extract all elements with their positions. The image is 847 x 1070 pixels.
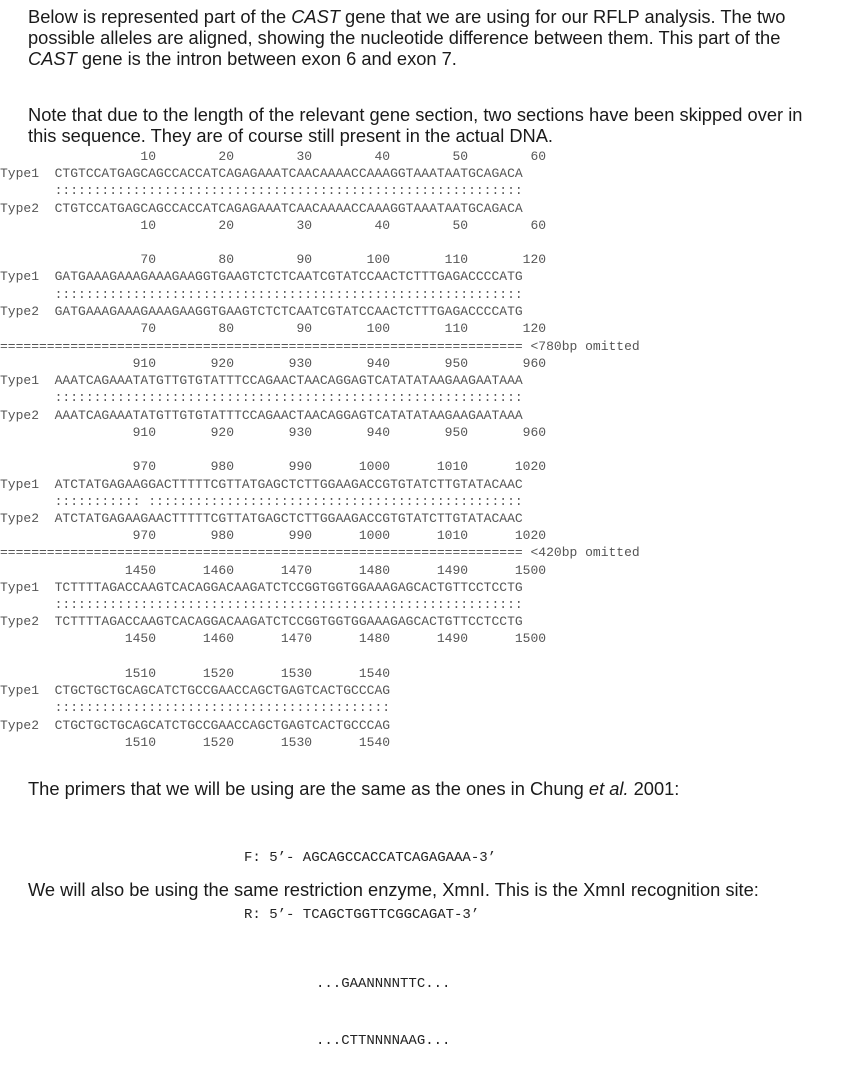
gene-name-cast: CAST xyxy=(291,6,340,27)
position-ruler: 1510 1520 1530 1540 xyxy=(0,735,391,750)
primers-intro: The primers that we will be using are the same as the ones in Chung et al. 2001: xyxy=(28,778,680,799)
recognition-site-top-strand: ...GAANNNNTTC... xyxy=(316,976,451,992)
position-ruler: 70 80 90 100 110 120 xyxy=(0,321,547,336)
recognition-site xyxy=(316,937,450,1070)
match-line: :::::::::::::::::::::::::::::::::::::::::::::::::::::::::::: xyxy=(0,287,523,302)
sequence-line-type2: Type2 TCTTTTAGACCAAGTCACAGGACAAGATCTCCGGTGGTGGAAAGAGCACTGTTCCTCCTG xyxy=(0,614,523,629)
et-al: et al. xyxy=(588,778,629,799)
position-ruler: 10 20 30 40 50 60 xyxy=(0,149,547,164)
sequence-line-type2: Type2 ATCTATGAGAAGAACTTTTTCGTTATGAGCTCTTGGAAGACCGTGTATCTTGTATACAAC xyxy=(0,511,523,526)
position-ruler: 1510 1520 1530 1540 xyxy=(0,666,391,681)
sequence-line-type2: Type2 CTGCTGCTGCAGCATCTGCCGAACCAGCTGAGTCACTGCCCAG xyxy=(0,718,391,733)
intro-paragraph-2: Note that due to the length of the relevant gene section, two sections have been skipped over in this sequence. They are of course still present in the actual DNA. xyxy=(28,104,803,146)
omitted-section-separator: =================================================================== <420bp omitted xyxy=(0,545,640,560)
enzyme-paragraph: We will also be using the same restriction enzyme, XmnI. This is the XmnI recognition site: xyxy=(28,879,759,900)
intro-paragraph-1: Below is represented part of the CAST gene that we are using for our RFLP analysis. The two possible alleles are aligned, showing the nucleotide difference between them. This part of the CAST gene is the intron between exon 6 and exon 7. xyxy=(28,6,786,69)
position-ruler: 1450 1460 1470 1480 1490 1500 xyxy=(0,631,547,646)
gene-name-cast: CAST xyxy=(28,48,77,69)
sequence-line-type1: Type1 CTGCTGCTGCAGCATCTGCCGAACCAGCTGAGTCACTGCCCAG xyxy=(0,683,391,698)
position-ruler: 70 80 90 100 110 120 xyxy=(0,252,547,267)
recognition-site-bottom-strand: ...CTTNNNNAAG... xyxy=(316,1033,451,1049)
match-line: ::::::::::::::::::::::::::::::::::::::::::: xyxy=(0,700,391,715)
position-ruler: 970 980 990 1000 1010 1020 xyxy=(0,528,547,543)
omitted-section-separator: =================================================================== <780bp omitted xyxy=(0,339,640,354)
position-ruler: 910 920 930 940 950 960 xyxy=(0,425,547,440)
sequence-line-type1: Type1 ATCTATGAGAAGGACTTTTTCGTTATGAGCTCTTGGAAGACCGTGTATCTTGTATACAAC xyxy=(0,477,523,492)
position-ruler: 1450 1460 1470 1480 1490 1500 xyxy=(0,563,547,578)
sequence-line-type1: Type1 AAATCAGAAATATGTTGTGTATTTCCAGAACTAACAGGAGTCATATATAAGAAGAATAAA xyxy=(0,373,523,388)
sequence-line-type1: Type1 GATGAAAGAAAGAAAGAAGGTGAAGTCTCTCAATCGTATCCAACTCTTTGAGACCCCATG xyxy=(0,269,523,284)
reverse-primer: R: 5’- TCAGCTGGTTCGGCAGAT-3’ xyxy=(244,907,480,923)
sequence-line-type2: Type2 AAATCAGAAATATGTTGTGTATTTCCAGAACTAACAGGAGTCATATATAAGAAGAATAAA xyxy=(0,408,523,423)
sequence-line-type1: Type1 TCTTTTAGACCAAGTCACAGGACAAGATCTCCGGTGGTGGAAAGAGCACTGTTCCTCCTG xyxy=(0,580,523,595)
position-ruler: 970 980 990 1000 1010 1020 xyxy=(0,459,547,474)
match-line-with-mismatch: ::::::::::: :::::::::::::::::::::::::::::::::::::::::::::::: xyxy=(0,494,523,509)
sequence-line-type2: Type2 CTGTCCATGAGCAGCCACCATCAGAGAAATCAACAAAACCAAAGGTAAATAATGCAGACA xyxy=(0,201,523,216)
sequence-line-type2: Type2 GATGAAAGAAAGAAAGAAGGTGAAGTCTCTCAATCGTATCCAACTCTTTGAGACCCCATG xyxy=(0,304,523,319)
sequence-line-type1: Type1 CTGTCCATGAGCAGCCACCATCAGAGAAATCAACAAAACCAAAGGTAAATAATGCAGACA xyxy=(0,166,523,181)
match-line: :::::::::::::::::::::::::::::::::::::::::::::::::::::::::::: xyxy=(0,597,523,612)
primer-block xyxy=(244,811,496,944)
forward-primer: F: 5’- AGCAGCCACCATCAGAGAAA-3’ xyxy=(244,850,497,866)
match-line: :::::::::::::::::::::::::::::::::::::::::::::::::::::::::::: xyxy=(0,183,523,198)
match-line: :::::::::::::::::::::::::::::::::::::::::::::::::::::::::::: xyxy=(0,390,523,405)
position-ruler: 910 920 930 940 950 960 xyxy=(0,356,547,371)
position-ruler: 10 20 30 40 50 60 xyxy=(0,218,547,233)
